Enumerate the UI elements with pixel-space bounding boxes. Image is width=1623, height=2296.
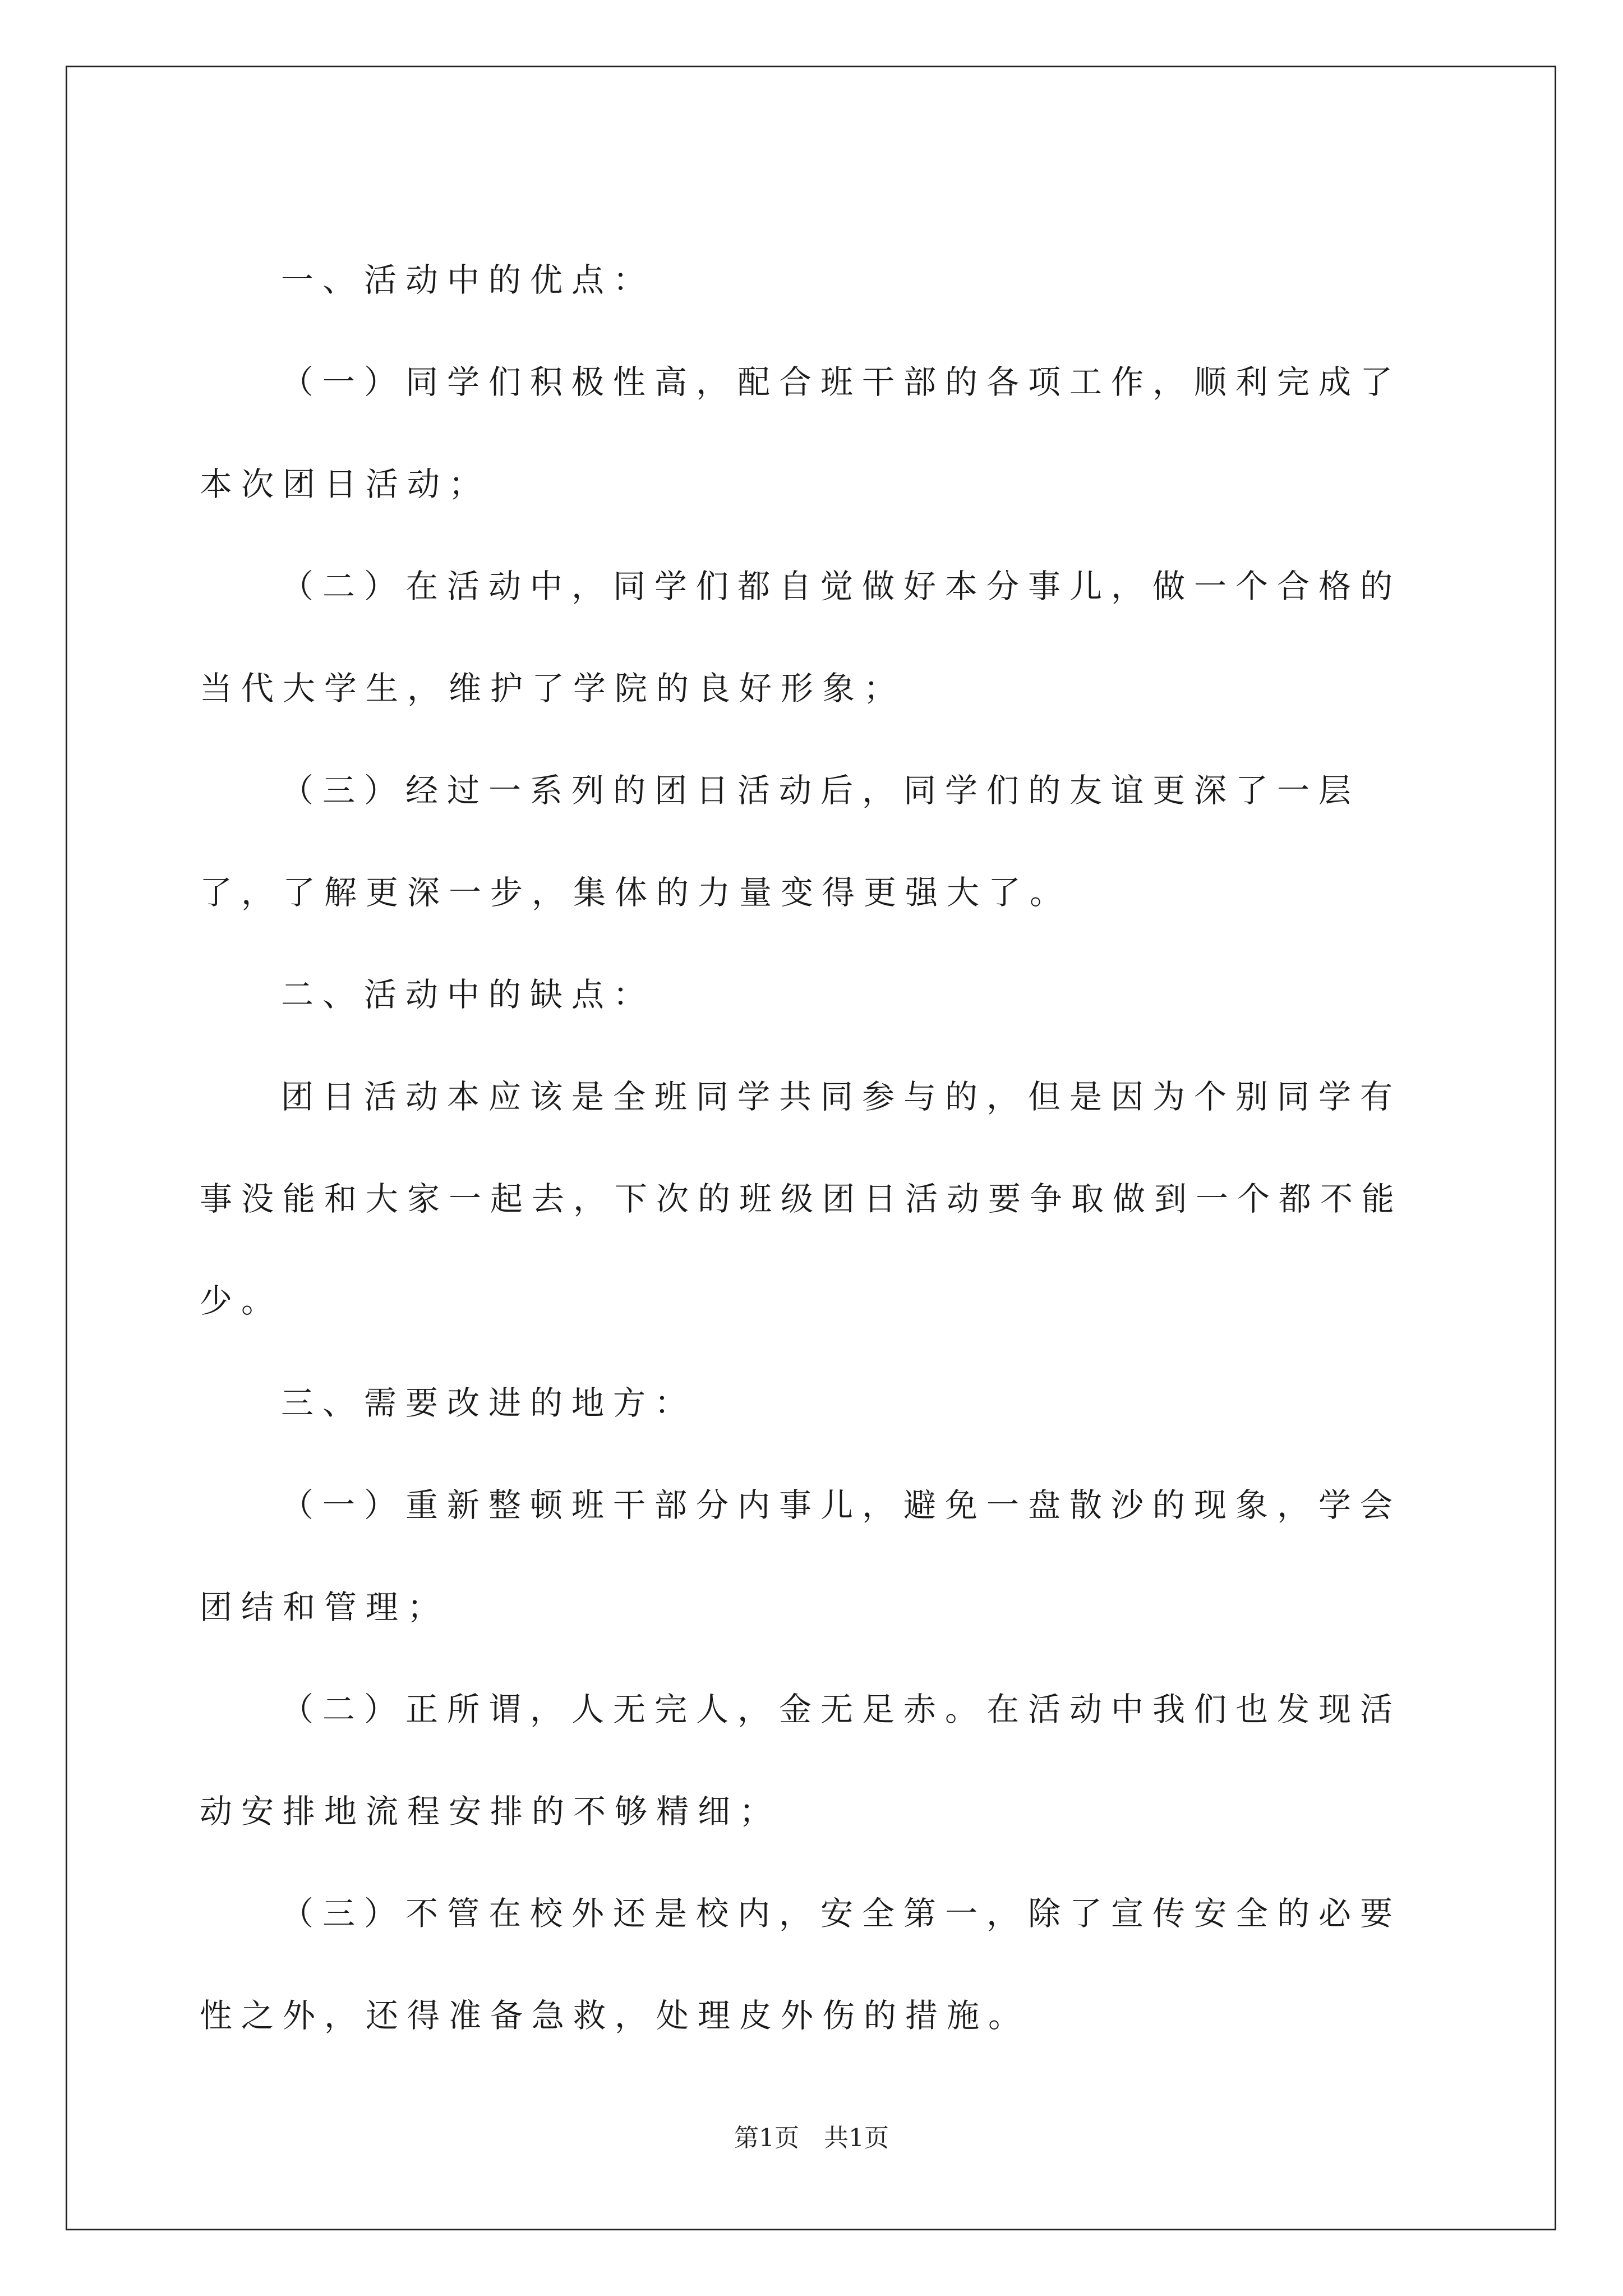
paragraph: （一）重新整顿班干部分内事儿，避免一盘散沙的现象，学会团结和管理；: [200, 1486, 1402, 1626]
page-number-footer: 第1页 共1页: [734, 2124, 889, 2152]
paragraph: （二）正所谓，人无完人，金无足赤。在活动中我们也发现活动安排地流程安排的不够精细；: [200, 1690, 1402, 1830]
paragraph: （三）经过一系列的团日活动后，同学们的友谊更深了一层了，了解更深一步，集体的力量变得更强大了。: [200, 771, 1361, 912]
section-heading-improvements: 三、需要改进的地方：: [281, 1384, 697, 1422]
section-heading-advantages: 一、活动中的优点：: [281, 261, 655, 299]
paragraph: （三）不管在校外还是校内，安全第一，除了宣传安全的必要性之外，还得准备急救，处理皮外伤的措施。: [200, 1894, 1402, 2035]
document-body: [200, 229, 1422, 2067]
paragraph: （一）同学们积极性高，配合班干部的各项工作，顺利完成了本次团日活动；: [200, 363, 1402, 503]
paragraph: 团日活动本应该是全班同学共同参与的，但是因为个别同学有事没能和大家一起去，下次的班级团日活动要争取做到一个都不能少。: [200, 1078, 1404, 1320]
paragraph: （二）在活动中，同学们都自觉做好本分事儿，做一个合格的当代大学生，维护了学院的良好形象；: [200, 567, 1402, 707]
section-heading-shortcomings: 二、活动中的缺点：: [281, 976, 655, 1014]
